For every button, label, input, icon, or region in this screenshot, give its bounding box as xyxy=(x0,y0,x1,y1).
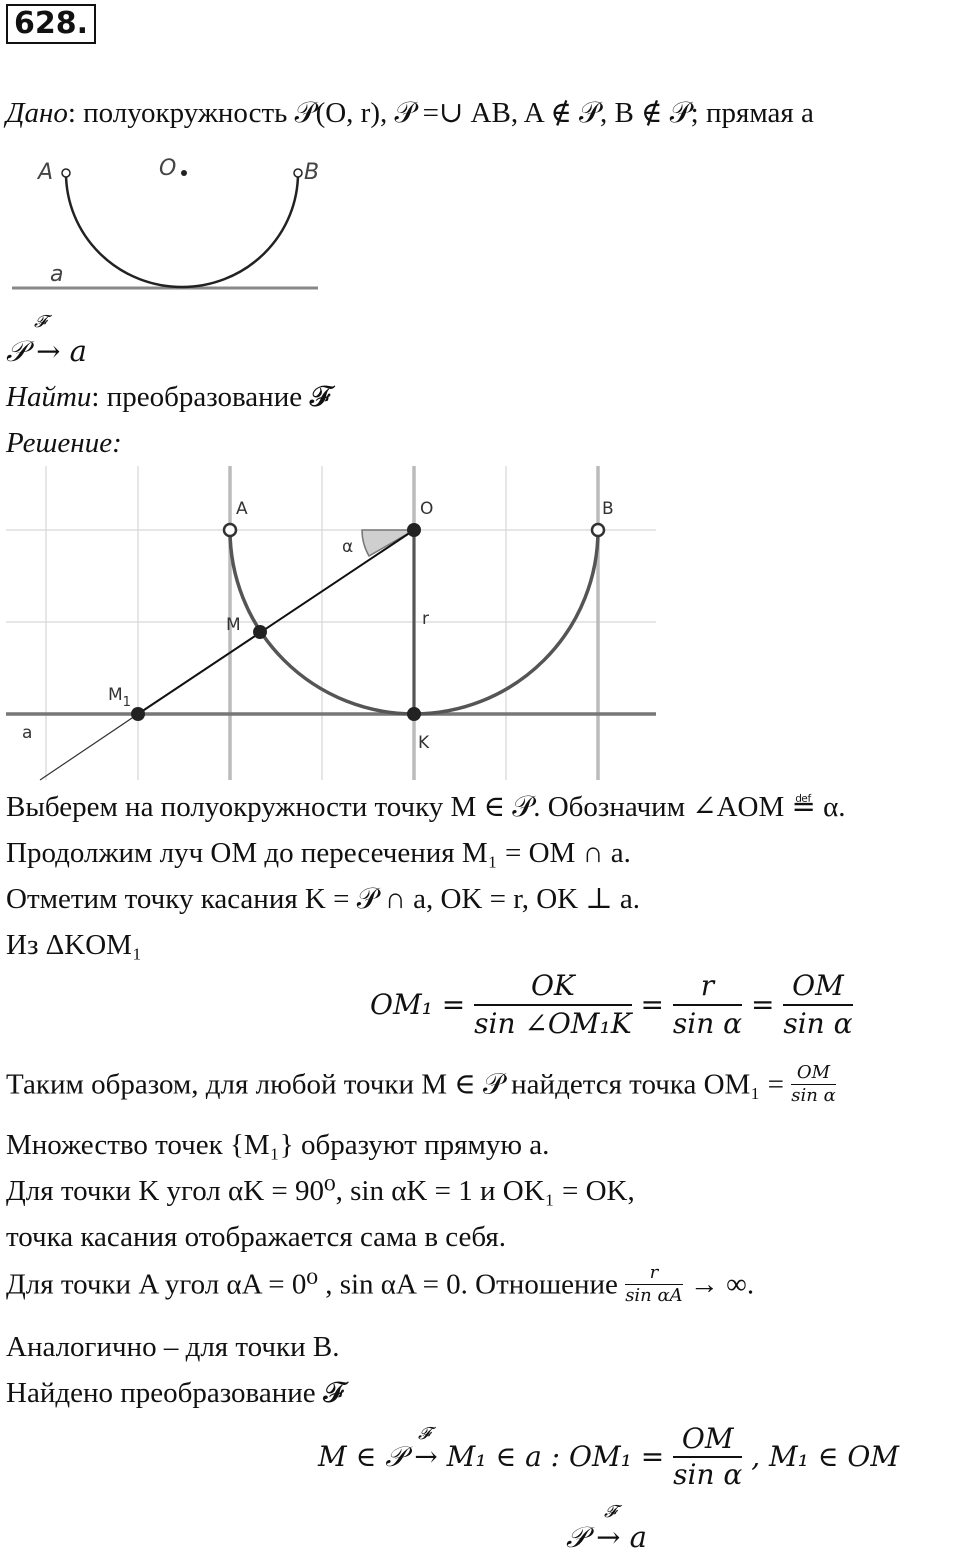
label-A2: A xyxy=(236,499,248,519)
point-K xyxy=(407,707,421,721)
fraction-OK: $\frac{OK}{\text{sin ∠OM₁K}}$ xyxy=(474,969,632,1040)
label-M: M xyxy=(226,615,241,635)
label-r: r xyxy=(422,609,429,629)
fraction-formula2: $\frac{OM}{\text{sin α}}$ xyxy=(673,1422,743,1491)
text-line-7: Для точки K угол αK = 90⁰, sin αK = 1 и OK₁ = OK, xyxy=(6,1175,635,1207)
label-O2: O xyxy=(420,499,434,519)
figure-semicircle-given xyxy=(6,145,336,305)
text-line-6: Множество точек {M₁} образуют прямую a. xyxy=(6,1129,550,1161)
text-line-1: Выберем на полуокружности точку M ∈ 𝒫. Обозначим ∠AOM ≝ α. xyxy=(6,791,846,823)
given-line xyxy=(6,96,814,130)
point-A-construction xyxy=(224,524,236,536)
find-text: : преобразование 𝓕 xyxy=(91,381,331,413)
angle-alpha-marker xyxy=(362,530,414,556)
semicircle-arc xyxy=(66,173,298,287)
fraction-OM: $\frac{OM}{\text{sin α}}$ xyxy=(783,969,853,1040)
find-line xyxy=(6,380,331,414)
label-K: K xyxy=(418,733,430,753)
text-line-5: Таким образом, для любой точки M ∈ 𝒫 найдется точка OM₁ = $\frac{OM}{\text{sin α}}$ xyxy=(6,1062,836,1106)
label-a: a xyxy=(50,262,64,287)
point-B-construction xyxy=(592,524,604,536)
mapping-F-label: 𝓕 xyxy=(34,312,47,332)
fraction-line9: $\frac{r}{\text{sin αA}}$ xyxy=(625,1262,683,1306)
point-O xyxy=(181,170,187,176)
figure-construction xyxy=(6,466,658,782)
point-B xyxy=(294,169,302,177)
formula-OM1: OM₁ = $\frac{OK}{\text{sin ∠OM₁K}}$ = $\frac{r}{\text{sin α}}$ = $\frac{OM}{\text{sin α}}$ xyxy=(370,969,853,1040)
label-O: O xyxy=(159,156,177,181)
formula-mapping: M ∈ 𝒫 → M₁ ∈ a : OM₁ = $\frac{OM}{\text{sin α}}$ , M₁ ∈ OM xyxy=(318,1422,900,1491)
solution-label: Решение: xyxy=(6,427,122,459)
fraction-line5: $\frac{OM}{\text{sin α}}$ xyxy=(791,1062,836,1106)
label-A: A xyxy=(38,160,54,185)
text-line-4: Из ΔKOM₁ xyxy=(6,929,143,961)
label-B2: B xyxy=(602,499,614,519)
label-B: B xyxy=(304,160,320,185)
fraction-r: $\frac{r}{\text{sin α}}$ xyxy=(672,969,743,1040)
formula3-F-label: 𝓕 xyxy=(604,1502,617,1522)
point-O-construction xyxy=(407,523,421,537)
find-label: Найти xyxy=(6,381,92,413)
point-A xyxy=(62,169,70,177)
point-M1 xyxy=(131,707,145,721)
label-alpha: α xyxy=(342,537,354,557)
given-label: Дано xyxy=(6,97,68,129)
problem-number: 628. xyxy=(6,4,96,44)
label-M1: $M_1$ xyxy=(108,685,131,710)
formula1-lhs: OM₁ = xyxy=(370,988,466,1021)
given-text: : полуокружность 𝒫(O, r), 𝒫 =∪ AB, A ∉ 𝒫, B ∉ 𝒫; прямая a xyxy=(67,97,814,129)
ray-extension xyxy=(40,714,138,780)
label-a2: a xyxy=(22,723,33,743)
text-line-2: Продолжим луч OM до пересечения M₁ = OM ∩ a. xyxy=(6,837,631,869)
text-line-9: Для точки A угол αA = 0⁰ , sin αA = 0. Отношение $\frac{r}{\text{sin αA}}$ → ∞. xyxy=(6,1262,755,1306)
text-line-8: точка касания отображается сама в себя. xyxy=(6,1221,506,1253)
formula-final: 𝒫 → a xyxy=(566,1520,647,1554)
point-M xyxy=(253,625,267,639)
formula2-F-label: 𝓕 xyxy=(418,1424,431,1444)
text-line-11: Найдено преобразование 𝓕 xyxy=(6,1377,345,1409)
mapping-line: 𝒫 → a xyxy=(6,334,87,368)
text-line-3: Отметим точку касания K = 𝒫 ∩ a, OK = r, OK ⊥ a. xyxy=(6,883,640,915)
text-line-10: Аналогично – для точки B. xyxy=(6,1331,340,1363)
grid xyxy=(6,466,656,780)
